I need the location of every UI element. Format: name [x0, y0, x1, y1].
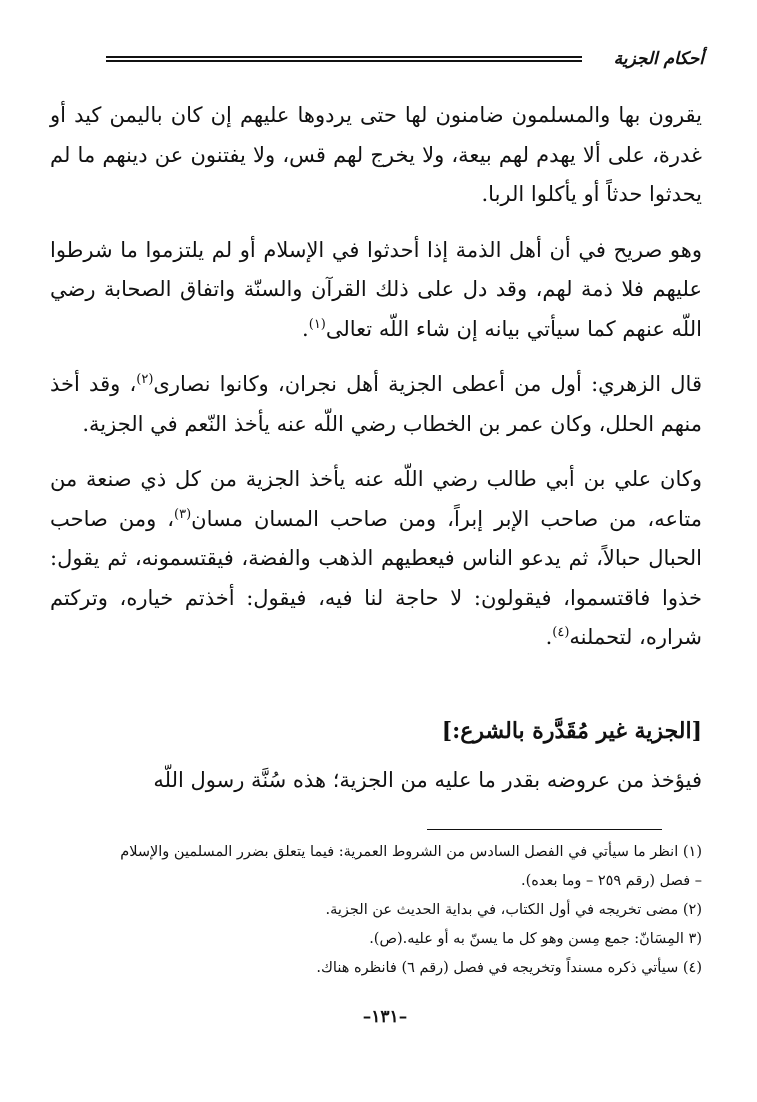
closing-line: فيؤخذ من عروضه بقدر ما عليه من الجزية؛ هذه سُنَّة رسول اللّه: [153, 768, 702, 792]
paragraph-2-text: وهو صريح في أن أهل الذمة إذا أحدثوا في الإسلام أو لم يلتزموا ما شرطوا عليهم فلا ذمة لهم، وقد دل على ذلك القرآن والسنّة واتفاق الصحابة رضي اللّه عنهم كما سيأتي بيانه إن شاء اللّه تعالى: [50, 237, 702, 341]
footnotes: [50, 838, 702, 983]
running-header: [106, 44, 704, 74]
footnote-1: (١) انظر ما سيأتي في الفصل السادس من الشروط العمرية: فيما يتعلق بضرر المسلمين والإسلام: [120, 844, 702, 860]
footnote-divider: [427, 829, 662, 830]
paragraph-text: يقرون بها والمسلمون ضامنون لها حتى يردوها عليهم إن كان باليمن كيد أو غدرة، على ألا يهدم لهم بيعة، ولا يخرج لهم قس، ولا يفتنون عن دينهم ما لم يحدثوا حدثاً أو يأكلوا الربا.: [50, 103, 702, 206]
paragraph-1: [50, 96, 702, 215]
paragraph-4-rest: ، ومن صاحب الحبال حبالاً، ثم يدعو الناس فيعطيهم الذهب والفضة، فيقتسمونه، ثم يقول: خذوا فاقتسموا، فيقولون: لا حاجة لنا فيه، فيقول: أخذتم خياره، وتركتم شراره، لتحملنه: [50, 506, 702, 649]
paragraph-4: [50, 460, 702, 658]
paragraph-4-end: .: [545, 625, 553, 649]
paragraph-4-text: وكان علي بن أبي طالب رضي اللّه عنه يأخذ الجزية من كل ذي صنعة من متاعه، من صاحب الإبر إبراً، ومن صاحب المسان مسان: [50, 467, 702, 531]
main-text: [50, 96, 702, 674]
paragraph-3-rest: ، وقد أخذ منهم الحلل، وكان عمر بن الخطاب رضي اللّه عنه يأخذ النّعم في الجزية.: [50, 372, 702, 436]
paragraph-text: [50, 460, 702, 658]
paragraph-3-text: قال الزهري: أول من أعطى الجزية أهل نجران، وكانوا نصارى: [153, 372, 702, 396]
footnote-4: (٤) سيأتي ذكره مسنداً وتخريجه في فصل (رقم ٦) فانظره هناك.: [316, 960, 702, 976]
paragraph-2-end: .: [302, 316, 309, 341]
paragraph-3: [50, 365, 702, 444]
paragraph-2: [50, 231, 702, 350]
header-double-rule: [106, 56, 582, 62]
footnote-ref-2[interactable]: (٢): [136, 372, 154, 387]
paragraph-text: [50, 365, 702, 444]
footnote-ref-3[interactable]: (٣): [174, 506, 192, 522]
footnote-3: (٣ المِسَانّ: جمع مِسن وهو كل ما يسنّ به أو عليه.(ص).: [369, 931, 702, 947]
footnote-2: (٢) مضى تخريجه في أول الكتاب، في بداية الحديث عن الجزية.: [325, 902, 702, 918]
page-number: –١٣١–: [362, 1007, 408, 1027]
section-heading: [الجزية غير مُقَدَّرة بالشرع:]: [441, 718, 702, 744]
footnote-ref-4[interactable]: (٤): [552, 625, 570, 640]
paragraph-text: [50, 231, 702, 350]
header-title: أحكام الجزية: [613, 49, 704, 69]
footnote-ref-1[interactable]: (١): [308, 316, 326, 332]
footnote-1-continued: – فصل (رقم ٢٥٩ – وما بعده).: [521, 873, 702, 889]
